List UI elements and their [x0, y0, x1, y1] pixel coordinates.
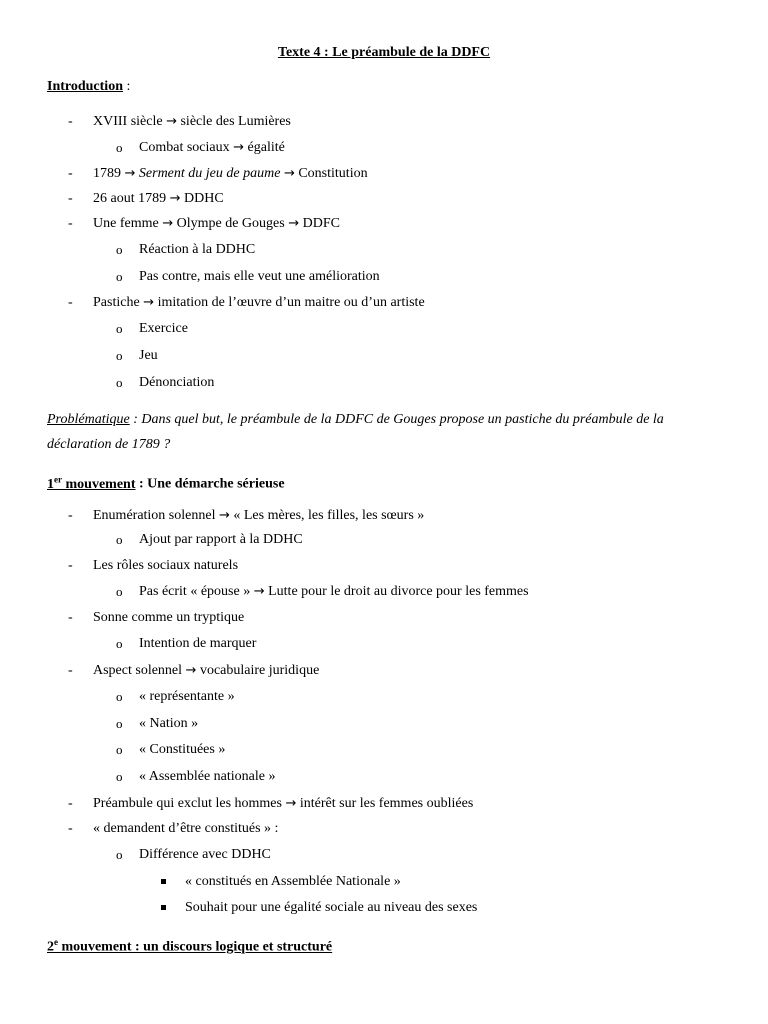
list-item: « demandent d’être constitués » :: [93, 821, 279, 836]
circle-bullet: o: [116, 375, 123, 390]
item-text: Une femme: [93, 216, 159, 231]
page-title: Texte 4 : Le préambule de la DDFC: [277, 45, 491, 60]
item-text: Olympe de Gouges: [176, 216, 285, 231]
list-item: [93, 190, 224, 208]
circle-bullet: o: [116, 716, 123, 731]
circle-bullet: o: [116, 321, 123, 336]
item-text: Préambule qui exclut les hommes: [93, 796, 282, 811]
arrow-icon: →: [218, 508, 230, 523]
list-item: Réaction à la DDHC: [139, 242, 256, 257]
dash-bullet: -: [68, 610, 73, 625]
item-text: siècle des Lumières: [180, 114, 291, 129]
list-item: [139, 139, 285, 157]
dash-bullet: -: [68, 295, 73, 310]
list-item: [139, 583, 529, 601]
item-text: « Les mères, les filles, les sœurs »: [233, 508, 425, 523]
item-text: Pas écrit « épouse »: [139, 584, 251, 599]
circle-bullet: o: [116, 689, 123, 704]
list-item: [93, 662, 319, 680]
list-item: Ajout par rapport à la DDHC: [139, 532, 303, 547]
list-item: « représentante »: [139, 689, 235, 704]
arrow-icon: →: [185, 663, 197, 678]
item-text: vocabulaire juridique: [199, 663, 320, 678]
list-item: Souhait pour une égalité sociale au niveau des sexes: [185, 900, 478, 915]
arrow-icon: →: [283, 166, 295, 181]
item-text: 1789: [93, 166, 121, 181]
problematique-paragraph: [47, 407, 727, 457]
circle-bullet: o: [116, 636, 123, 651]
list-item: « Assemblée nationale »: [139, 769, 276, 784]
mvt1-title: : Une démarche sérieuse: [135, 476, 285, 492]
list-item: [93, 215, 340, 233]
section-heading-mvt2: 2e mouvement : un discours logique et structuré: [47, 937, 333, 955]
list-item: Différence avec DDHC: [139, 847, 271, 862]
item-text: XVIII siècle: [93, 114, 163, 129]
arrow-icon: →: [288, 216, 300, 231]
circle-bullet: o: [116, 742, 123, 757]
circle-bullet: o: [116, 847, 123, 862]
arrow-icon: →: [233, 140, 245, 155]
dash-bullet: -: [68, 216, 73, 231]
list-item: « Constituées »: [139, 742, 226, 757]
item-text: Combat sociaux: [139, 140, 230, 155]
list-item: « constitués en Assemblée Nationale »: [185, 874, 401, 889]
introduction-label: Introduction: [47, 79, 123, 94]
arrow-icon: →: [143, 295, 155, 310]
dash-bullet: -: [68, 191, 73, 206]
introduction-heading: [47, 78, 130, 96]
list-item: « Nation »: [139, 716, 199, 731]
item-text: DDHC: [184, 191, 224, 206]
item-text: Pastiche: [93, 295, 140, 310]
dash-bullet: -: [68, 821, 73, 836]
item-text: Enumération solennel: [93, 508, 216, 523]
item-text: Aspect solennel: [93, 663, 183, 678]
item-text: égalité: [247, 140, 285, 155]
arrow-icon: →: [169, 191, 181, 206]
list-item: [93, 507, 424, 525]
arrow-icon: →: [285, 796, 297, 811]
problematique-text: : Dans quel but, le préambule de la DDFC de Gouges propose un pastiche du préambule de la déclaration de 1789 ?: [47, 412, 664, 452]
item-text: Constitution: [298, 166, 368, 181]
circle-bullet: o: [116, 532, 123, 547]
list-item: Dénonciation: [139, 375, 215, 390]
square-bullet: [161, 905, 166, 910]
arrow-icon: →: [162, 216, 174, 231]
list-item: Pas contre, mais elle veut une amélioration: [139, 269, 380, 284]
dash-bullet: -: [68, 796, 73, 811]
arrow-icon: →: [124, 166, 136, 181]
circle-bullet: o: [116, 584, 123, 599]
circle-bullet: o: [116, 348, 123, 363]
list-item: Jeu: [139, 348, 158, 363]
circle-bullet: o: [116, 269, 123, 284]
item-text-italic: Serment du jeu de paume: [138, 166, 281, 181]
mvt1-label: 1er mouvement: [47, 474, 136, 492]
item-text: 26 aout 1789: [93, 191, 167, 206]
square-bullet: [161, 879, 166, 884]
item-text: DDFC: [302, 216, 340, 231]
list-item: [93, 113, 291, 131]
dash-bullet: -: [68, 114, 73, 129]
dash-bullet: -: [68, 508, 73, 523]
dash-bullet: -: [68, 663, 73, 678]
item-text: imitation de l’œuvre d’un maitre ou d’un artiste: [157, 295, 425, 310]
section-heading-mvt1: [47, 470, 285, 494]
list-item: Les rôles sociaux naturels: [93, 558, 239, 573]
problematique-label: Problématique: [47, 412, 130, 427]
item-text: intérêt sur les femmes oubliées: [299, 796, 474, 811]
list-item: Intention de marquer: [139, 636, 257, 651]
item-text: Lutte pour le droit au divorce pour les femmes: [268, 584, 529, 599]
arrow-icon: →: [166, 114, 177, 129]
list-item: [93, 795, 473, 813]
circle-bullet: o: [116, 242, 123, 257]
dash-bullet: -: [68, 558, 73, 573]
list-item: Sonne comme un tryptique: [93, 610, 245, 625]
dash-bullet: -: [68, 166, 73, 181]
list-item: [93, 294, 425, 312]
arrow-icon: →: [253, 584, 265, 599]
list-item: Exercice: [139, 321, 188, 336]
introduction-colon: :: [122, 79, 131, 94]
circle-bullet: o: [116, 140, 123, 155]
list-item: [93, 165, 368, 183]
circle-bullet: o: [116, 769, 123, 784]
